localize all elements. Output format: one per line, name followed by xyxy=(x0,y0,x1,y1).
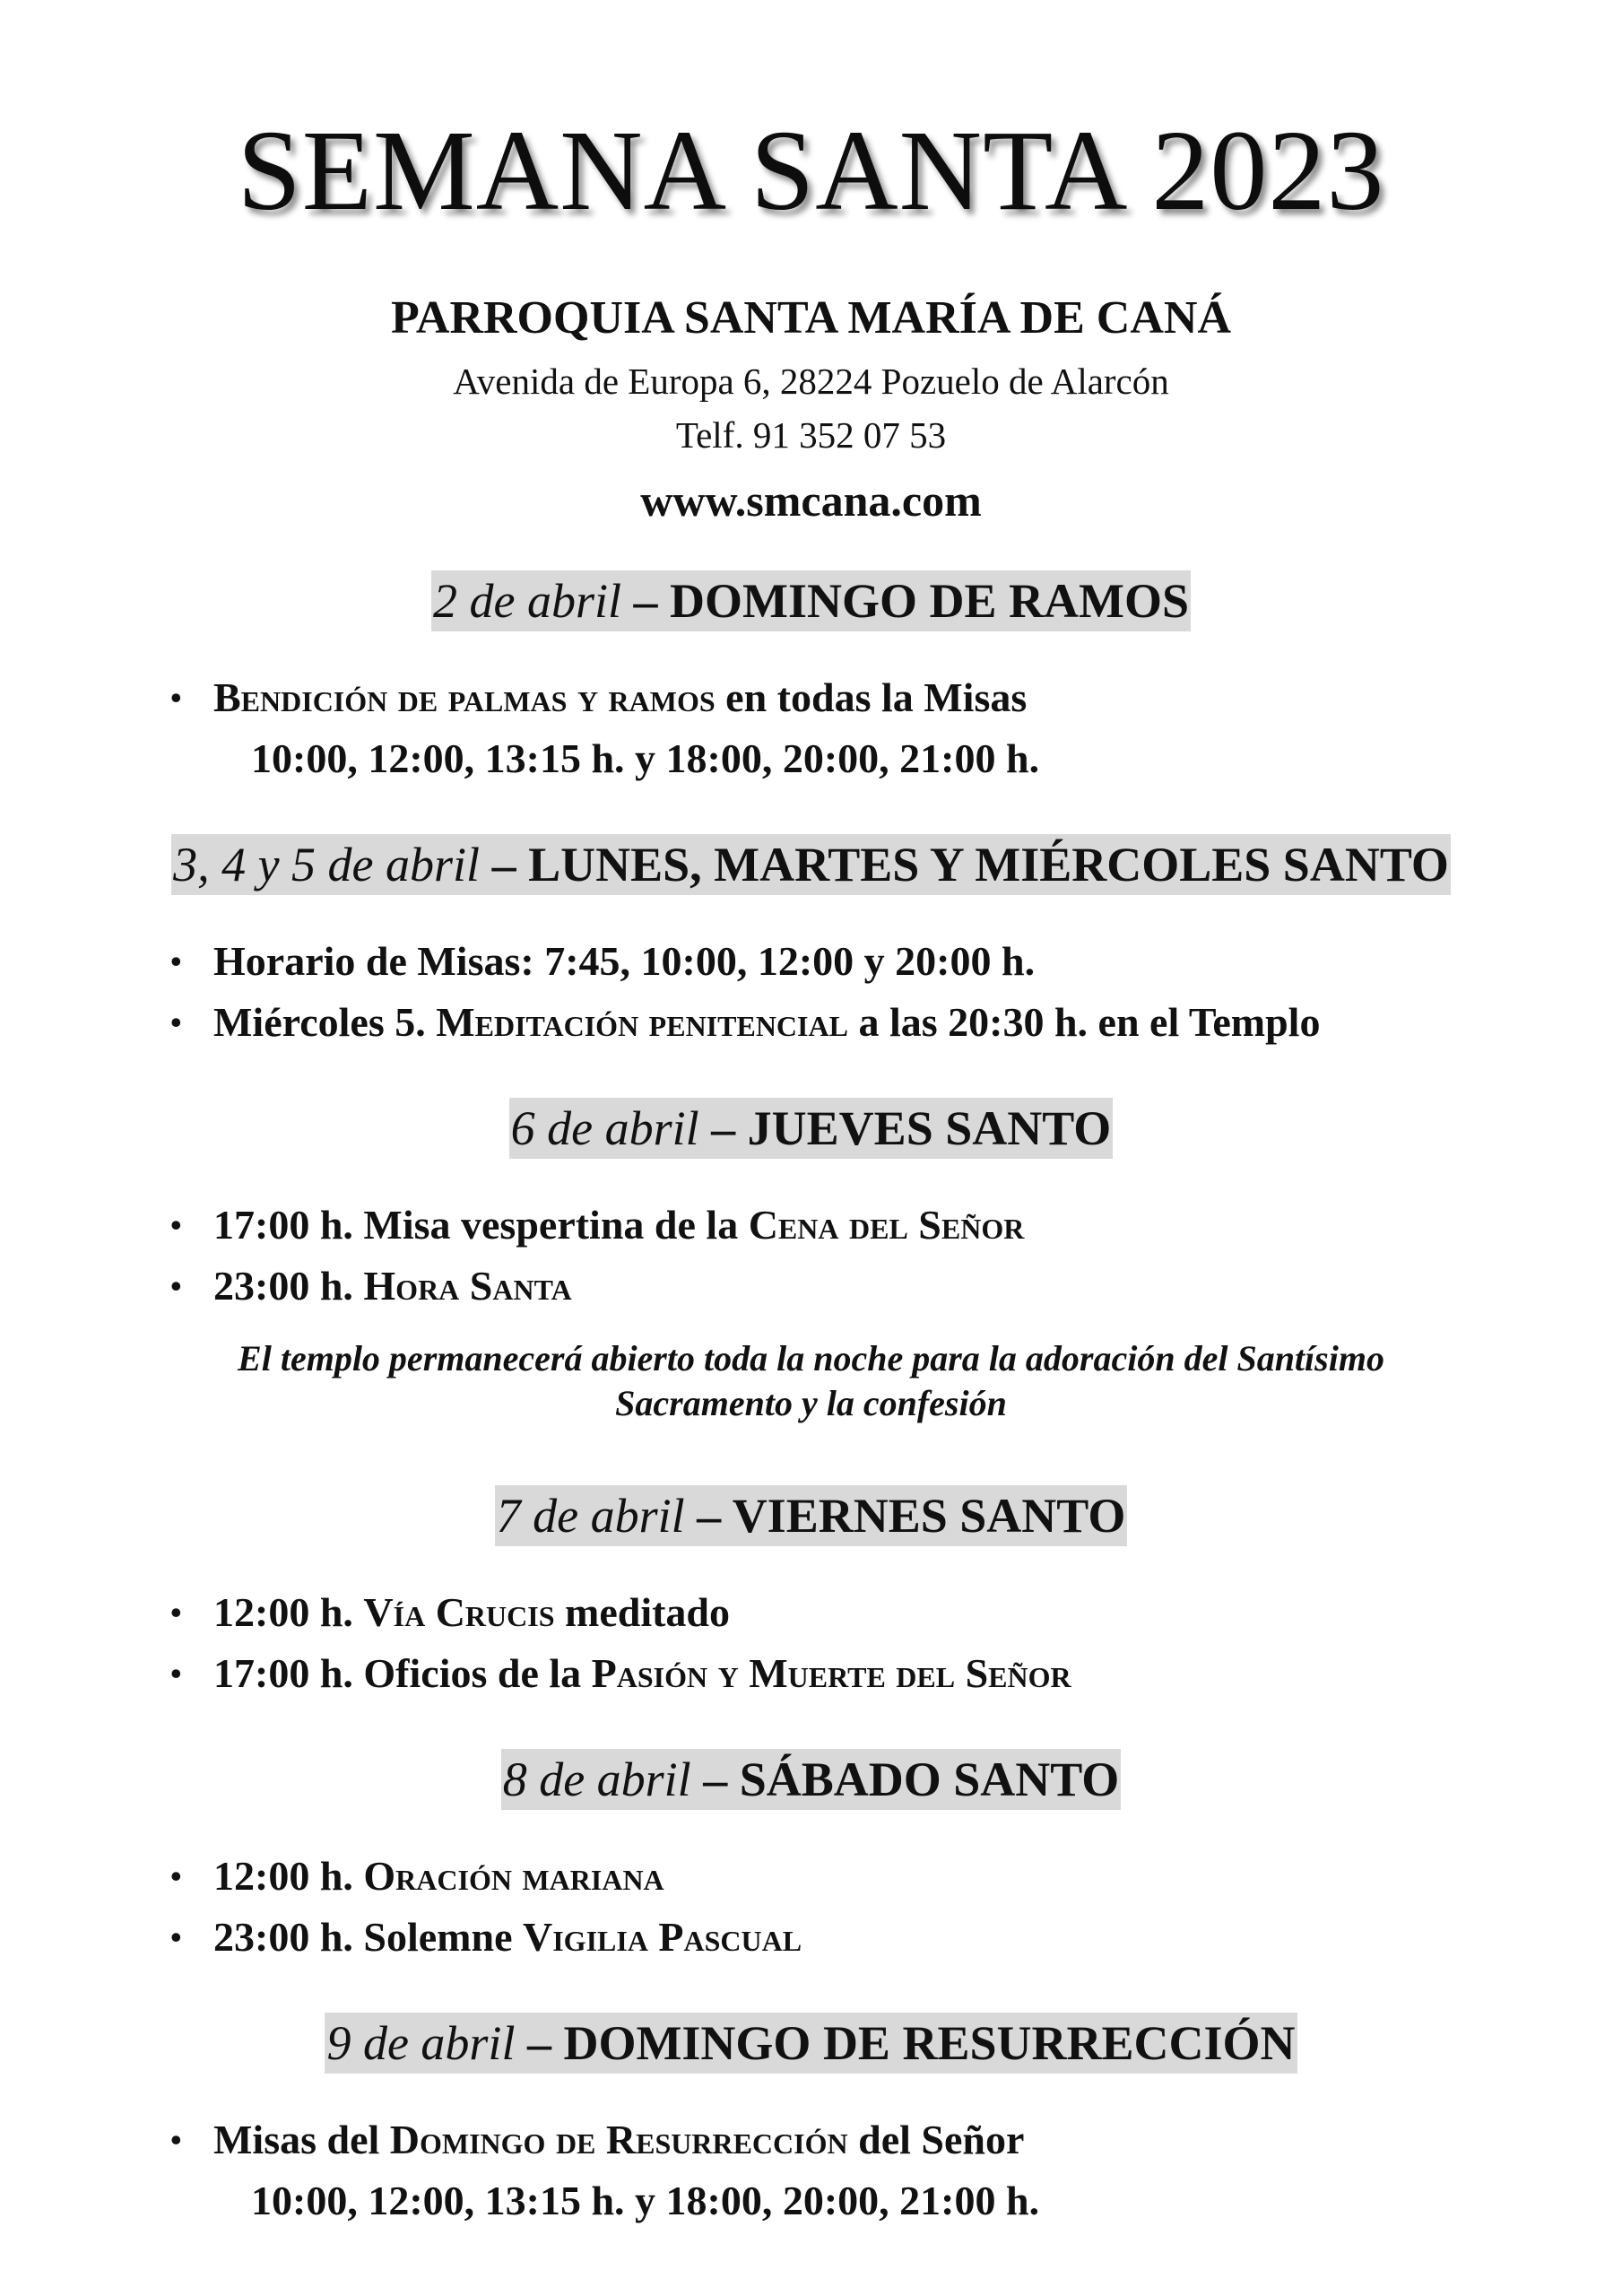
list-item xyxy=(169,992,1320,1053)
section-dash: – xyxy=(515,2016,564,2070)
section-heading-highlight xyxy=(501,1749,1122,1810)
parish-phone: Telf. 91 352 07 53 xyxy=(675,414,947,456)
section-name: JUEVES SANTO xyxy=(747,1101,1112,1155)
item-small-caps-text: Meditación penitencial xyxy=(436,999,848,1045)
section-heading-highlight xyxy=(171,834,1451,895)
section-dash: – xyxy=(621,574,670,628)
bullet-icon: • xyxy=(170,1268,182,1304)
section-name: SÁBADO SANTO xyxy=(739,1752,1120,1806)
bullet-icon: • xyxy=(170,1207,182,1243)
section-name: LUNES, MARTES Y MIÉRCOLES SANTO xyxy=(528,838,1449,891)
section-name: VIERNES SANTO xyxy=(732,1489,1126,1543)
list-item xyxy=(169,931,1320,992)
section-heading-sabado-santo xyxy=(0,1749,1622,1810)
section-list-domingo-de-ramos xyxy=(169,667,1027,728)
section-heading-jueves-santo xyxy=(0,1098,1622,1159)
page-title: SEMANA SANTA 2023 xyxy=(237,107,1385,234)
section-name: DOMINGO DE RESURRECCIÓN xyxy=(563,2016,1296,2070)
item-small-caps-text: Vía Crucis xyxy=(363,1589,555,1635)
bullet-icon: • xyxy=(170,944,182,979)
list-item xyxy=(169,1846,802,1907)
section-list-lunes-martes-miercoles xyxy=(169,931,1320,1053)
section-name: DOMINGO DE RAMOS xyxy=(670,574,1189,628)
item-small-caps-text: Domingo de Resurrección xyxy=(389,2117,848,2162)
item-small-caps-text: Hora Santa xyxy=(363,1263,572,1309)
item-prefix-text: 17:00 h. Oficios de la xyxy=(213,1650,592,1696)
bullet-icon: • xyxy=(170,1656,182,1692)
section-list-jueves-santo xyxy=(169,1195,1024,1317)
item-prefix-text: 17:00 h. Misa vespertina de la xyxy=(213,1202,749,1248)
item-small-caps-text: Cena del Señor xyxy=(748,1202,1025,1248)
item-text: Horario de Misas: 7:45, 10:00, 12:00 y 20:00 h. xyxy=(213,938,1036,984)
list-item xyxy=(169,1256,1024,1317)
item-text: en todas la Misas xyxy=(715,674,1028,720)
bullet-icon: • xyxy=(170,1595,182,1631)
item-prefix-text: 23:00 h. Solemne xyxy=(213,1914,523,1960)
section-heading-domingo-de-resurreccion xyxy=(0,2013,1622,2074)
section-date: 6 de abril xyxy=(510,1101,699,1155)
item-prefix-text: 12:00 h. xyxy=(213,1853,364,1899)
section-heading-viernes-santo xyxy=(0,1485,1622,1546)
mass-times-line: 10:00, 12:00, 13:15 h. y 18:00, 20:00, 21:00 h. xyxy=(251,735,1040,781)
jueves-santo-note: El templo permanecerá abierto toda la noche para la adoración del Santísimo Sacramento y la confesión xyxy=(238,1338,1384,1423)
parish-name: PARROQUIA SANTA MARÍA DE CANÁ xyxy=(390,292,1231,344)
list-item xyxy=(169,1643,1071,1704)
section-date: 3, 4 y 5 de abril xyxy=(173,838,481,891)
section-dash: – xyxy=(698,1101,748,1155)
mass-times-line: 10:00, 12:00, 13:15 h. y 18:00, 20:00, 21:00 h. xyxy=(251,2178,1040,2223)
item-small-caps-text: Pasión y Muerte del Señor xyxy=(591,1650,1071,1696)
item-small-caps-text: Bendición de palmas y ramos xyxy=(213,674,716,720)
item-small-caps-text: Oración mariana xyxy=(363,1853,664,1899)
section-list-viernes-santo xyxy=(169,1582,1071,1704)
section-date: 7 de abril xyxy=(496,1489,685,1543)
list-item xyxy=(169,1907,802,1968)
item-prefix-text: 12:00 h. xyxy=(213,1589,364,1635)
section-dash: – xyxy=(480,838,529,891)
bullet-icon: • xyxy=(170,2122,182,2158)
list-item xyxy=(169,667,1027,728)
section-date: 9 de abril xyxy=(326,2016,516,2070)
section-heading-highlight xyxy=(325,2013,1297,2074)
parish-address: Avenida de Europa 6, 28224 Pozuelo de Alarcón xyxy=(453,361,1169,402)
item-prefix-text: 23:00 h. xyxy=(213,1263,364,1309)
bullet-icon: • xyxy=(170,1004,182,1040)
section-date: 2 de abril xyxy=(433,574,621,628)
item-prefix-text: Miércoles 5. xyxy=(213,999,437,1045)
bullet-icon: • xyxy=(170,680,182,716)
list-item xyxy=(169,2109,1024,2170)
item-text: del Señor xyxy=(847,2117,1025,2162)
item-text: meditado xyxy=(554,1589,730,1635)
item-prefix-text: Misas del xyxy=(213,2117,390,2162)
section-dash: – xyxy=(690,1752,740,1806)
list-item xyxy=(169,1195,1024,1256)
list-item xyxy=(169,1582,1071,1643)
bullet-icon: • xyxy=(170,1858,182,1894)
section-date: 8 de abril xyxy=(502,1752,691,1806)
item-small-caps-text: Vigilia Pascual xyxy=(523,1914,802,1960)
section-heading-lunes-martes-miercoles xyxy=(0,834,1622,895)
bullet-icon: • xyxy=(170,1919,182,1955)
section-heading-highlight xyxy=(495,1485,1128,1546)
section-heading-domingo-de-ramos xyxy=(0,570,1622,631)
section-dash: – xyxy=(684,1489,733,1543)
parish-website[interactable]: www.smcana.com xyxy=(640,475,982,526)
section-heading-highlight xyxy=(509,1098,1114,1159)
section-list-sabado-santo xyxy=(169,1846,802,1968)
section-heading-highlight xyxy=(431,570,1191,631)
section-list-domingo-de-resurreccion xyxy=(169,2109,1024,2170)
item-text: a las 20:30 h. en el Templo xyxy=(847,999,1321,1045)
